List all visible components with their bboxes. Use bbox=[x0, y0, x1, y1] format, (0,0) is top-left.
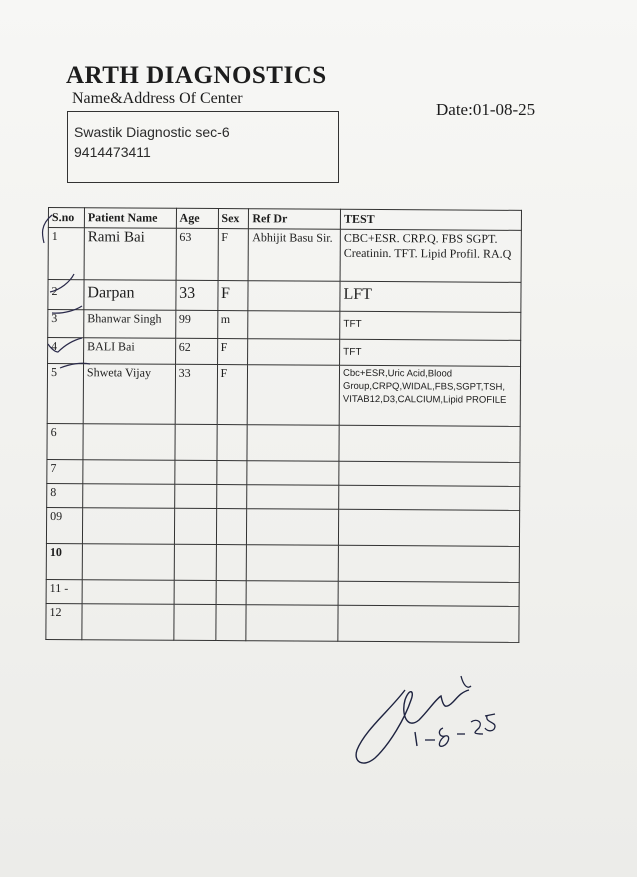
cell-sno: 7 bbox=[47, 459, 83, 483]
cell-sno: 5 bbox=[47, 364, 83, 424]
cell-sno: 6 bbox=[47, 423, 83, 459]
table-row bbox=[48, 280, 521, 313]
cell-empty bbox=[174, 580, 216, 604]
lab-title: ARTH DIAGNOSTICS bbox=[66, 62, 327, 89]
cell-sex: F bbox=[217, 365, 248, 425]
cell-empty bbox=[82, 604, 174, 641]
cell-sno: 11 - bbox=[46, 579, 82, 603]
table-row bbox=[47, 483, 520, 510]
cell-empty bbox=[83, 484, 175, 509]
cell-sno: 2 bbox=[48, 280, 84, 310]
table-row bbox=[48, 310, 521, 341]
cell-ref-dr: Abhijit Basu Sir. bbox=[249, 229, 341, 282]
cell-empty bbox=[339, 509, 520, 546]
table-row bbox=[48, 228, 521, 283]
cell-patient-name: Darpan bbox=[84, 280, 176, 311]
tick-mark-icon bbox=[48, 338, 82, 352]
cell-empty bbox=[83, 424, 175, 461]
cell-test: CBC+ESR. CRP.Q. FBS SGPT. Creatinin. TFT. Lipid Profil. RA.Q bbox=[340, 229, 521, 282]
cell-empty bbox=[338, 605, 519, 642]
header-ref-dr: Ref Dr bbox=[249, 209, 341, 230]
cell-empty bbox=[216, 425, 247, 461]
cell-empty bbox=[174, 484, 216, 508]
cell-empty bbox=[339, 425, 520, 462]
cell-sno: 4 bbox=[48, 338, 84, 364]
cell-patient-name: BALI Bai bbox=[83, 338, 175, 365]
cell-empty bbox=[247, 545, 339, 582]
cell-test: TFT bbox=[340, 311, 521, 340]
center-address-box bbox=[67, 111, 339, 183]
cell-empty bbox=[215, 605, 246, 641]
header-sex: Sex bbox=[218, 209, 249, 229]
cell-empty bbox=[175, 424, 217, 460]
cell-empty bbox=[246, 605, 338, 642]
table-row bbox=[47, 364, 520, 427]
header-age: Age bbox=[176, 208, 218, 228]
cell-empty bbox=[174, 544, 216, 580]
table-row bbox=[46, 579, 519, 606]
center-name: Swastik Diagnostic sec-6 bbox=[74, 124, 230, 140]
cell-test: Cbc+ESR,Uric Acid,Blood Group,CRPQ,WIDAL,FBS,SGPT,TSH, VITAB12,D3,CALCIUM,Lipid PROFILE bbox=[339, 365, 520, 426]
cell-empty bbox=[83, 460, 175, 485]
table-row bbox=[46, 507, 519, 546]
cell-empty bbox=[216, 545, 247, 581]
signature bbox=[345, 670, 515, 780]
cell-age: 33 bbox=[175, 364, 217, 424]
cell-empty bbox=[173, 604, 215, 640]
cell-empty bbox=[82, 544, 174, 581]
cell-ref-dr bbox=[248, 311, 340, 340]
tick-mark-icon bbox=[50, 274, 74, 292]
patient-register-table bbox=[45, 207, 522, 643]
cell-empty bbox=[339, 461, 520, 486]
cell-empty bbox=[216, 509, 247, 545]
center-label: Name&Address Of Center bbox=[72, 90, 243, 107]
header-sno: S.no bbox=[48, 208, 84, 228]
cell-age: 99 bbox=[175, 310, 217, 338]
table-row bbox=[46, 603, 519, 642]
form-date: Date:01-08-25 bbox=[436, 100, 536, 119]
center-phone: 9414473411 bbox=[74, 144, 151, 160]
cell-empty bbox=[174, 508, 216, 544]
cell-empty bbox=[247, 509, 339, 546]
cell-empty bbox=[174, 460, 216, 484]
cell-sno: 3 bbox=[48, 310, 84, 338]
header-patient-name: Patient Name bbox=[84, 208, 176, 229]
cell-empty bbox=[216, 461, 247, 485]
table-row bbox=[46, 543, 519, 582]
table-row bbox=[47, 423, 520, 462]
tick-mark-icon bbox=[52, 306, 82, 313]
tick-mark-icon bbox=[42, 215, 52, 243]
tick-marks bbox=[30, 210, 90, 380]
table-row bbox=[48, 338, 521, 367]
cell-empty bbox=[247, 581, 339, 606]
cell-sex: F bbox=[218, 229, 249, 281]
cell-age: 62 bbox=[175, 338, 217, 364]
cell-empty bbox=[216, 485, 247, 509]
cell-ref-dr bbox=[248, 365, 340, 426]
cell-test: TFT bbox=[340, 339, 521, 366]
header-test: TEST bbox=[340, 209, 521, 230]
cell-empty bbox=[247, 485, 339, 510]
cell-empty bbox=[216, 581, 247, 605]
cell-sno: 09 bbox=[46, 507, 82, 543]
cell-empty bbox=[338, 545, 519, 582]
cell-patient-name: Shweta Vijay bbox=[83, 364, 175, 425]
cell-ref-dr bbox=[248, 281, 340, 312]
cell-sno: 8 bbox=[47, 483, 83, 507]
cell-age: 63 bbox=[176, 228, 218, 280]
cell-sno: 12 bbox=[46, 603, 82, 639]
cell-ref-dr bbox=[248, 339, 340, 366]
cell-patient-name: Bhanwar Singh bbox=[84, 310, 176, 339]
cell-empty bbox=[247, 461, 339, 486]
cell-test: LFT bbox=[340, 281, 521, 312]
cell-sex: F bbox=[217, 339, 248, 365]
cell-empty bbox=[82, 508, 174, 545]
cell-sex: m bbox=[217, 311, 248, 339]
cell-empty bbox=[339, 485, 520, 510]
cell-age: 33 bbox=[176, 280, 218, 310]
cell-empty bbox=[338, 581, 519, 606]
cell-empty bbox=[82, 580, 174, 605]
cell-patient-name: Rami Bai bbox=[84, 228, 176, 281]
table-row bbox=[47, 459, 520, 486]
cell-empty bbox=[247, 425, 339, 462]
cell-sno: 10 bbox=[46, 543, 82, 579]
tick-mark-icon bbox=[60, 363, 90, 368]
cell-sex: F bbox=[217, 281, 248, 311]
cell-sno: 1 bbox=[48, 228, 84, 280]
